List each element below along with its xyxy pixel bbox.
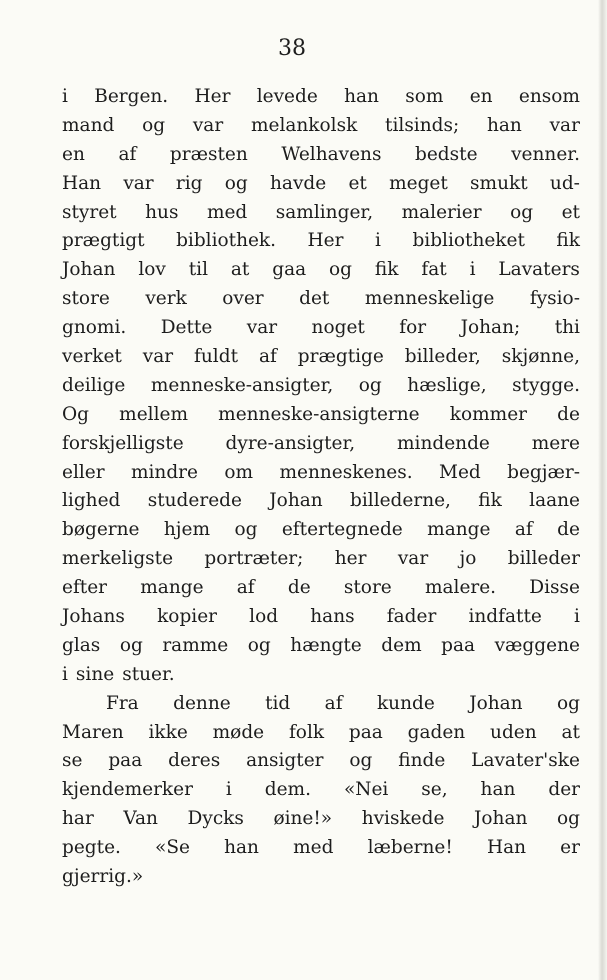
word: skjønne, xyxy=(501,346,580,368)
word: «Se xyxy=(155,837,190,859)
word: finde xyxy=(398,750,446,772)
word: det xyxy=(299,288,330,310)
word: møde xyxy=(212,721,265,743)
text-line xyxy=(62,487,580,516)
word: Lavaters xyxy=(498,259,580,281)
word: hus xyxy=(145,201,179,223)
text-line xyxy=(62,141,580,170)
word: og xyxy=(224,172,248,194)
word: eller xyxy=(62,461,105,483)
text-line xyxy=(62,574,580,603)
text-line xyxy=(62,516,580,545)
word: og xyxy=(142,114,166,136)
page-edge-shadow xyxy=(598,0,607,980)
word: han xyxy=(480,779,516,801)
word: Van xyxy=(123,808,158,830)
text-line xyxy=(62,314,580,343)
word: gjerrig.» xyxy=(62,866,144,888)
word: og xyxy=(510,201,534,223)
word: i xyxy=(469,259,476,281)
word: havde xyxy=(270,172,327,194)
word: de xyxy=(287,577,311,599)
word: ramme xyxy=(162,634,229,656)
word: mere xyxy=(531,432,580,454)
word: var xyxy=(142,346,174,368)
text-line xyxy=(62,170,580,199)
word: fat xyxy=(421,259,447,281)
word: menneske-ansigter, xyxy=(150,374,334,396)
word: dyre-ansigter, xyxy=(225,432,356,454)
word: han xyxy=(486,114,522,136)
word: en xyxy=(469,86,493,107)
word: over xyxy=(222,288,264,310)
text-line xyxy=(62,401,580,430)
word: og xyxy=(234,519,258,541)
word: præsten xyxy=(169,143,248,165)
word: fader xyxy=(386,606,437,628)
word: og xyxy=(349,750,373,772)
word: fik xyxy=(374,259,399,281)
word: i xyxy=(225,779,232,801)
text-line xyxy=(62,430,580,459)
text-line xyxy=(62,776,580,805)
word: malerier xyxy=(401,201,482,223)
word: i xyxy=(375,230,381,252)
word: mange xyxy=(140,577,204,599)
word: deilige xyxy=(62,374,126,396)
word: i xyxy=(574,606,580,628)
word: af xyxy=(514,519,533,541)
text-line xyxy=(62,603,580,632)
word: bibliotheket xyxy=(412,230,525,252)
text-line xyxy=(62,372,580,401)
word: forskjelligste xyxy=(62,432,184,454)
word: ikke xyxy=(148,721,188,743)
text-line xyxy=(62,256,580,285)
word: var xyxy=(123,172,154,194)
word: paa xyxy=(348,721,383,743)
word: har xyxy=(62,808,94,830)
word: hæslige, xyxy=(407,374,487,396)
word: var xyxy=(549,114,580,136)
text-line xyxy=(62,227,580,256)
word: at xyxy=(230,259,250,281)
word: Han xyxy=(62,172,102,194)
word: paa xyxy=(441,634,476,656)
word: laane xyxy=(529,490,580,512)
word: tilsinds; xyxy=(385,114,460,136)
word: et xyxy=(348,172,367,194)
word: øine!» xyxy=(273,808,333,830)
word: hans xyxy=(310,606,355,628)
word: og xyxy=(358,374,382,396)
word: Dette xyxy=(160,317,213,339)
word: ensom xyxy=(518,86,580,107)
word: mange xyxy=(427,519,491,541)
text-line xyxy=(62,661,580,690)
word: Johans xyxy=(62,606,125,628)
word: er xyxy=(560,837,580,859)
word: pegte. xyxy=(62,837,121,859)
word: og xyxy=(119,634,143,656)
word: Johan xyxy=(269,490,323,512)
word: styret xyxy=(62,201,117,223)
word: hviskede xyxy=(361,808,445,830)
word: jo xyxy=(459,548,477,570)
word: Bergen. xyxy=(94,86,169,107)
word: menneskelige xyxy=(364,288,495,310)
word: lod xyxy=(249,606,279,628)
text-line xyxy=(62,199,580,228)
word: Og xyxy=(62,403,90,425)
word: fysio- xyxy=(529,288,580,310)
word: af xyxy=(236,577,255,599)
word: indfatte xyxy=(468,606,542,628)
word: studerede xyxy=(147,490,242,512)
word: stuer. xyxy=(122,663,175,685)
word: med xyxy=(206,201,248,223)
word: her xyxy=(334,548,367,570)
word: malere. xyxy=(424,577,497,599)
word: efter xyxy=(62,577,108,599)
word: hængte xyxy=(290,634,362,656)
word: bedste xyxy=(415,143,478,165)
word: rig xyxy=(175,172,203,194)
word: prægtige xyxy=(297,346,384,368)
word: glas xyxy=(62,634,101,656)
word: fik xyxy=(478,490,502,512)
word: som xyxy=(405,86,444,107)
word: ud- xyxy=(549,172,580,194)
word: med xyxy=(293,837,334,859)
word: merkeligste xyxy=(62,548,174,570)
word: i xyxy=(62,86,68,107)
word: Her xyxy=(307,230,344,252)
text-line xyxy=(62,545,580,574)
word: Johan xyxy=(62,259,116,281)
word: der xyxy=(548,779,580,801)
text-line xyxy=(62,834,580,863)
text-line xyxy=(62,690,580,719)
word: folk xyxy=(288,721,325,743)
word: gnomi. xyxy=(62,317,127,339)
word: billeder xyxy=(507,548,580,570)
word: denne xyxy=(173,692,231,714)
word: deres xyxy=(168,750,221,772)
word: af xyxy=(258,346,277,368)
word: af xyxy=(324,692,343,714)
word: billederne, xyxy=(350,490,451,512)
word: Johan xyxy=(469,692,523,714)
word: han xyxy=(344,86,379,107)
page-number: 38 xyxy=(278,36,306,61)
word: thi xyxy=(554,317,580,339)
word: Han xyxy=(486,837,527,859)
word: et xyxy=(561,201,580,223)
word: Johan; xyxy=(460,317,521,339)
text-line xyxy=(62,747,580,776)
word: dem. xyxy=(264,779,311,801)
word: gaa xyxy=(272,259,307,281)
word: Fra xyxy=(106,692,139,714)
word: var xyxy=(192,114,224,136)
word: lov xyxy=(138,259,166,281)
word: af xyxy=(118,143,137,165)
text-line xyxy=(62,863,580,892)
word: for xyxy=(399,317,427,339)
word: Maren xyxy=(62,721,124,743)
word: gaden xyxy=(407,721,466,743)
word: var xyxy=(397,548,429,570)
word: mand xyxy=(62,114,115,136)
text-line xyxy=(62,459,580,488)
word: meget xyxy=(389,172,448,194)
word: i xyxy=(62,663,68,685)
word: Disse xyxy=(529,577,580,599)
word: bøgerne xyxy=(62,519,140,541)
word: sine xyxy=(75,663,115,685)
word: uden xyxy=(490,721,537,743)
word: Johan xyxy=(473,808,528,830)
word: smukt xyxy=(470,172,528,194)
word: billeder, xyxy=(404,346,481,368)
word: lighed xyxy=(62,490,121,512)
word: var xyxy=(246,317,278,339)
text-line xyxy=(62,719,580,748)
word: til xyxy=(188,259,208,281)
word: menneskenes. xyxy=(279,461,413,483)
word: mindende xyxy=(396,432,490,454)
word: kjendemerker xyxy=(62,779,193,801)
word: kopier xyxy=(157,606,217,628)
word: prægtigt xyxy=(62,230,145,252)
word: begjær- xyxy=(507,461,580,483)
word: mindre xyxy=(130,461,198,483)
word: se, xyxy=(421,779,448,801)
word: Lavater'ske xyxy=(471,750,580,772)
word: stygge. xyxy=(512,374,580,396)
word: ansigter xyxy=(246,750,324,772)
word: se xyxy=(62,750,83,772)
word: de xyxy=(557,403,580,425)
word: venner. xyxy=(511,143,580,165)
word: læberne! xyxy=(367,837,453,859)
word: fuldt xyxy=(194,346,239,368)
text-line xyxy=(62,112,580,141)
word: tid xyxy=(265,692,291,714)
word: en xyxy=(62,143,85,165)
word: paa xyxy=(108,750,143,772)
word: og xyxy=(247,634,271,656)
word: han xyxy=(224,837,259,859)
word: de xyxy=(557,519,580,541)
body-text xyxy=(62,83,580,892)
text-line xyxy=(62,805,580,834)
word: verk xyxy=(145,288,187,310)
word: bibliothek. xyxy=(176,230,277,252)
word: væggene xyxy=(494,634,580,656)
word: kunde xyxy=(376,692,435,714)
word: at xyxy=(561,721,580,743)
word: levede xyxy=(256,86,318,107)
text-line xyxy=(62,83,580,112)
text-line xyxy=(62,343,580,372)
word: verket xyxy=(62,346,122,368)
word: menneske-ansigterne xyxy=(218,403,420,425)
word: mellem xyxy=(119,403,188,425)
word: fik xyxy=(556,230,580,252)
word: samlinger, xyxy=(275,201,374,223)
word: og xyxy=(557,692,580,714)
word: eftertegnede xyxy=(281,519,403,541)
word: portræter; xyxy=(204,548,304,570)
word: store xyxy=(62,288,110,310)
word: store xyxy=(343,577,392,599)
word: kommer xyxy=(449,403,528,425)
text-line xyxy=(62,285,580,314)
word: noget xyxy=(311,317,365,339)
word: Dycks xyxy=(187,808,244,830)
text-line xyxy=(62,632,580,661)
word: og xyxy=(329,259,353,281)
word: «Nei xyxy=(343,779,389,801)
word: melankolsk xyxy=(250,114,358,136)
word: om xyxy=(224,461,254,483)
word: Welhavens xyxy=(281,143,382,165)
word: Med xyxy=(439,461,481,483)
word: Her xyxy=(194,86,231,107)
word: og xyxy=(556,808,580,830)
word: hjem xyxy=(163,519,211,541)
word: dem xyxy=(381,634,422,656)
